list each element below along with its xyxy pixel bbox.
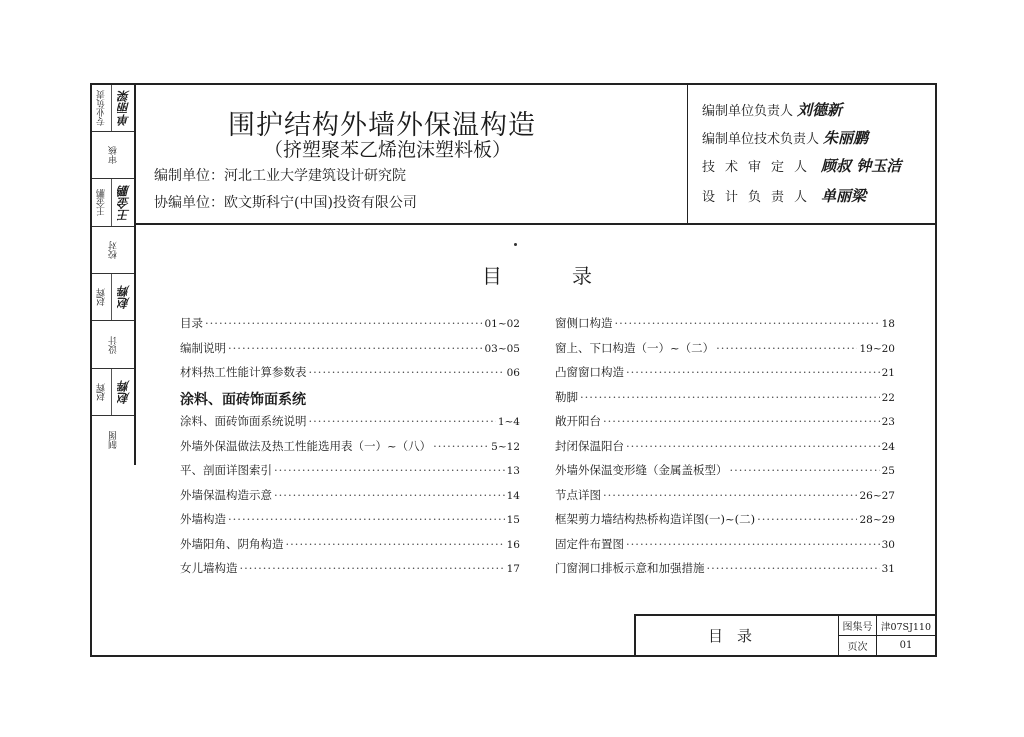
toc-row[interactable] xyxy=(180,487,520,512)
toc-row[interactable] xyxy=(555,340,895,365)
toc-entry-title: 封闭保温阳台 xyxy=(555,438,624,453)
drawing-sheet xyxy=(90,83,937,657)
signoff-cell-professional xyxy=(92,85,134,132)
toc-entry-title: 目录 xyxy=(180,316,203,330)
resp-signature: 朱丽鹏 xyxy=(823,129,869,147)
toc-entry-page: 22 xyxy=(881,391,895,404)
toc-leader xyxy=(730,463,880,477)
toc-entry-title: 节点详图 xyxy=(555,487,601,502)
org-main: 编制单位：河北工业大学建筑设计研究院 xyxy=(154,168,406,184)
toc-row[interactable] xyxy=(555,413,895,438)
signoff-role: 校对 xyxy=(108,241,119,259)
toc-entry-page: 25 xyxy=(881,465,895,477)
toc-entry-page: 01~02 xyxy=(484,318,520,330)
toc-section-heading: 涂料、面砖饰面系统 xyxy=(180,391,306,408)
toc-leader xyxy=(626,537,880,551)
toc-entry-title: 敞开阳台 xyxy=(555,414,601,428)
toc-entry-page: 31 xyxy=(881,563,895,575)
toc-row[interactable] xyxy=(180,536,520,561)
toc-left-column xyxy=(180,315,520,585)
toc-entry-page: 03~05 xyxy=(484,342,520,355)
toc-leader xyxy=(626,439,880,453)
resp-label: 设计负责人 xyxy=(702,190,818,205)
signoff-cell-review xyxy=(92,132,134,179)
toc-entry-title: 涂料、面砖饰面系统说明 xyxy=(180,414,307,428)
toc-entry-title: 固定件布置图 xyxy=(555,536,624,551)
stamp-atlas-label: 图集号 xyxy=(839,616,877,636)
toc-row[interactable] xyxy=(180,462,520,487)
signoff-role: 专业负责 xyxy=(96,90,107,126)
signoff-signature: 王金鹏 xyxy=(116,184,131,221)
toc-row[interactable] xyxy=(555,438,895,463)
toc-entry-page: 15 xyxy=(506,514,520,526)
toc-entry-title: 窗上、下口构造（一）~（二） xyxy=(555,340,715,355)
signoff-role: 审核 xyxy=(108,146,119,164)
toc-entry-title: 平、剖面详图索引 xyxy=(180,463,272,477)
toc-entry-title: 外墙阳角、阴角构造 xyxy=(180,536,284,551)
signoff-role: 赵辉 xyxy=(96,383,107,401)
toc-row[interactable] xyxy=(555,536,895,561)
toc-leader xyxy=(274,488,505,502)
signoff-role: 设计 xyxy=(108,335,119,354)
signoff-role: 制图 xyxy=(108,430,119,449)
toc-entry-page: 06 xyxy=(506,367,520,379)
toc-entry-title: 外墙外保温变形缝（金属盖板型） xyxy=(555,463,728,477)
toc-entry-title: 外墙外保温做法及热工性能选用表（一）~（八） xyxy=(180,438,432,453)
toc-entry-title: 外墙保温构造示意 xyxy=(180,487,272,502)
toc-row[interactable] xyxy=(180,438,520,463)
toc-leader xyxy=(309,414,496,428)
main-title: 围护结构外墙外保温构造 xyxy=(228,110,536,141)
toc-entry-page: 16 xyxy=(506,538,520,551)
signoff-cell-design xyxy=(92,321,134,369)
toc-entry-title: 窗侧口构造 xyxy=(555,316,613,330)
toc-entry-page: 26~27 xyxy=(859,489,895,502)
toc-entry-title: 编制说明 xyxy=(180,340,226,355)
toc-leader xyxy=(580,390,880,404)
toc-row[interactable] xyxy=(555,462,895,487)
toc-leader xyxy=(603,414,880,428)
signoff-divider xyxy=(111,85,112,131)
signoff-signature: 赵辉 xyxy=(116,285,131,309)
toc-entry-title: 勒脚 xyxy=(555,389,578,404)
toc-entry-title: 女儿墙构造 xyxy=(180,561,238,575)
toc-row[interactable] xyxy=(555,364,895,389)
dot-mark xyxy=(514,243,517,246)
toc-row[interactable] xyxy=(555,511,895,536)
toc-entry-page: 24 xyxy=(881,440,895,453)
toc-leader xyxy=(433,439,489,453)
toc-leader xyxy=(626,365,880,379)
toc-row[interactable] xyxy=(180,511,520,536)
toc-row[interactable] xyxy=(180,413,520,438)
signoff-signature: 单丽梁 xyxy=(116,90,131,126)
toc-row[interactable] xyxy=(180,315,520,340)
toc-row[interactable] xyxy=(555,315,895,340)
toc-leader xyxy=(205,316,482,330)
toc-entry-page: 28~29 xyxy=(859,514,895,526)
toc-entry-title: 材料热工性能计算参数表 xyxy=(180,365,307,379)
toc-entry-title: 外墙构造 xyxy=(180,512,226,526)
toc-entry-title: 凸窗窗口构造 xyxy=(555,365,624,379)
stamp-page-value: 01 xyxy=(899,640,913,651)
stamp-atlas-value: 津07SJ110 xyxy=(877,616,935,636)
toc-leader xyxy=(707,561,880,575)
toc-entry-page: 19~20 xyxy=(859,342,895,355)
title-stamp xyxy=(634,614,935,655)
toc-leader xyxy=(309,365,505,379)
toc-row[interactable] xyxy=(180,560,520,585)
toc-row[interactable] xyxy=(555,389,895,414)
signoff-role: 赵辉 xyxy=(96,288,107,306)
toc-row[interactable] xyxy=(180,364,520,389)
signoff-role: 王金鹏 xyxy=(96,189,107,216)
toc-leader xyxy=(228,512,505,526)
toc-entry-page: 18 xyxy=(881,318,895,330)
resp-signature: 刘德新 xyxy=(797,101,843,119)
sub-title: （挤塑聚苯乙烯泡沫塑料板） xyxy=(264,139,512,161)
signoff-cell-drafting xyxy=(92,416,134,463)
resp-signature: 顾叔 钟玉洁 xyxy=(821,157,902,175)
toc-entry-page: 14 xyxy=(506,489,520,502)
stamp-drawing-name: 目录 xyxy=(636,616,839,655)
toc-entry-page: 23 xyxy=(881,416,895,428)
signoff-cell-reviewer xyxy=(92,179,134,227)
resp-row xyxy=(702,185,866,206)
signoff-cell-proofread xyxy=(92,227,134,274)
signoff-signature: 赵辉 xyxy=(116,380,131,404)
resp-row xyxy=(702,155,901,176)
resp-row xyxy=(702,127,868,148)
toc-entry-title: 框架剪力墙结构热桥构造详图(一)~(二) xyxy=(555,512,756,526)
toc-entry-page: 5~12 xyxy=(491,440,520,453)
toc-row[interactable] xyxy=(555,560,895,585)
toc-leader xyxy=(274,463,505,477)
signoff-cell-designer xyxy=(92,369,134,416)
resp-label: 编制单位技术负责人 xyxy=(702,132,820,147)
toc-leader xyxy=(603,488,857,502)
signoff-divider xyxy=(111,179,112,226)
signoff-divider xyxy=(111,274,112,320)
toc-entry-title: 门窗洞口排板示意和加强措施 xyxy=(555,561,705,575)
toc-leader xyxy=(716,341,857,355)
signoff-cell-proofreader xyxy=(92,274,134,321)
toc-entry-page: 30 xyxy=(881,538,895,551)
resp-label: 编制单位负责人 xyxy=(702,104,794,119)
toc-entry-page: 21 xyxy=(881,367,895,379)
toc-leader xyxy=(757,512,857,526)
toc-entry-page: 17 xyxy=(506,563,520,575)
responsibility-box xyxy=(687,85,935,225)
org-co: 协编单位：欧文斯科宁(中国)投资有限公司 xyxy=(154,195,417,211)
toc-leader xyxy=(615,316,880,330)
toc-leader xyxy=(286,537,505,551)
toc-row[interactable] xyxy=(180,340,520,365)
toc-heading: 目录 xyxy=(482,264,662,288)
resp-row xyxy=(702,99,842,120)
title-block xyxy=(136,85,935,225)
toc-right-column xyxy=(555,315,895,585)
signoff-strip xyxy=(92,85,136,465)
toc-entry-page: 1~4 xyxy=(497,416,520,428)
toc-entry-page: 13 xyxy=(506,465,520,477)
toc-leader xyxy=(228,341,482,355)
toc-leader xyxy=(240,561,505,575)
signoff-divider xyxy=(111,369,112,415)
resp-label: 技术审定人 xyxy=(702,160,818,175)
resp-signature: 单丽梁 xyxy=(821,187,867,205)
toc-row[interactable] xyxy=(555,487,895,512)
stamp-page-label: 页次 xyxy=(839,636,877,655)
